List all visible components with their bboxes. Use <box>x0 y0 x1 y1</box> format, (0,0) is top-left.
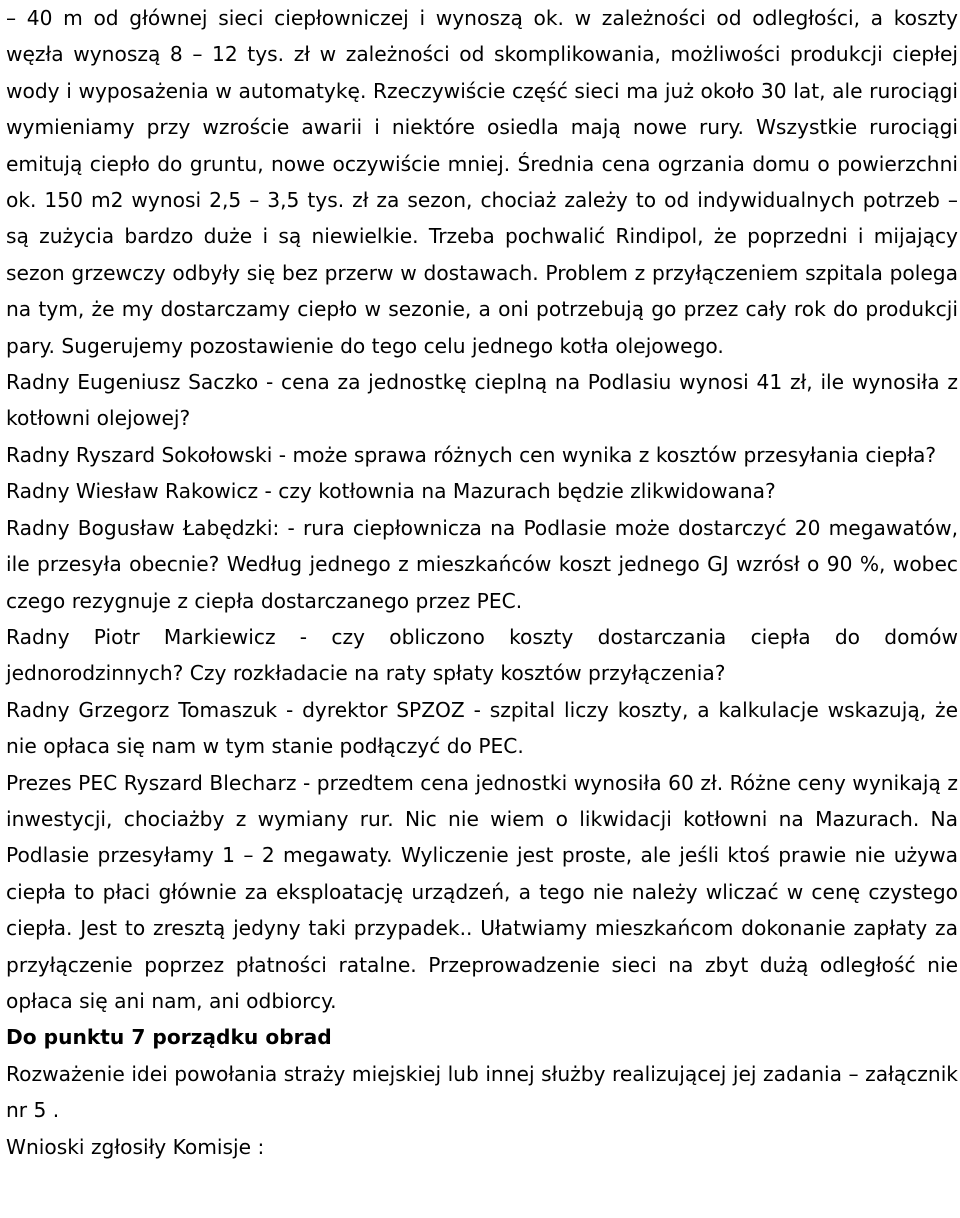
paragraph-rakowicz-question: Radny Wiesław Rakowicz - czy kotłownia na Mazurach będzie zlikwidowana? <box>6 479 776 504</box>
paragraph-sokolowski-question: Radny Ryszard Sokołowski - może sprawa różnych cen wynika z kosztów przesyłania ciepła? <box>6 442 937 467</box>
paragraph-pec-explanation: – 40 m od głównej sieci ciepłowniczej i wynoszą ok. w zależności od odległości, a koszty węzła wynoszą 8 – 12 tys. zł w zależności od skomplikowania, możliwości produkcji ciepłej wody i wyposażenia w automatykę. Rzeczywiście część sieci ma już około 30 lat, ale rurociągi wymieniamy przy wzroście awarii i niektóre osiedla mają nowe rury. Wszystkie rurociągi emitują ciepło do gruntu, nowe oczywiście mniej. Średnia cena ogrzania domu o powierzchni ok. 150 m2 wynosi 2,5 – 3,5 tys. zł za sezon, chociaż zależy to od indywidualnych potrzeb – są zużycia bardzo duże i są niewielkie. Trzeba pochwalić Rindipol, że poprzedni i mijający sezon grzewczy odbyły się bez przerw w dostawach. Problem z przyłączeniem szpitala polega na tym, że my dostarczamy ciepło w sezonie, a oni potrzebują go przez cały rok do produkcji pary. Sugerujemy pozostawienie do tego celu jednego kotła olejowego. <box>6 6 958 358</box>
document-page <box>6 0 958 1165</box>
paragraph-blecharz-answer: Prezes PEC Ryszard Blecharz - przedtem cena jednostki wynosiła 60 zł. Różne ceny wynikają z inwestycji, chociażby z wymiany rur. Nic nie wiem o likwidacji kotłowni na Mazurach. Na Podlasie przesyłamy 1 – 2 megawaty. Wyliczenie jest proste, ale jeśli ktoś prawie nie używa ciepła to płaci głównie za eksploatację urządzeń, a tego nie należy wliczać w cenę czystego ciepła. Jest to zresztą jedyny taki przypadek.. Ułatwiamy mieszkańcom dokonanie zapłaty za przyłączenie poprzez płatności ratalne. Przeprowadzenie sieci na zbyt dużą odległość nie opłaca się ani nam, ani odbiorcy. <box>6 770 958 1013</box>
paragraph-saczko-question: Radny Eugeniusz Saczko - cena za jednostkę cieplną na Podlasiu wynosi 41 zł, ile wynosiła z kotłowni olejowej? <box>6 370 958 431</box>
paragraph-markiewicz-question: Radny Piotr Markiewicz - czy obliczono koszty dostarczania ciepła do domów jednorodzinnych? Czy rozkładacie na raty spłaty kosztów przyłączenia? <box>6 624 958 686</box>
closing-line: Wnioski zgłosiły Komisje : <box>6 1134 265 1159</box>
section-paragraph: Rozważenie idei powołania straży miejskiej lub innej służby realizującej jej zadania – załącznik nr 5 . <box>6 1061 958 1123</box>
section-heading: Do punktu 7 porządku obrad <box>6 1025 332 1050</box>
paragraph-tomaszuk-statement: Radny Grzegorz Tomaszuk - dyrektor SPZOZ - szpital liczy koszty, a kalkulacje wskazują, że nie opłaca się nam w tym stanie podłączyć do PEC. <box>6 697 958 759</box>
paragraph-labedzki-question: Radny Bogusław Łabędzki: - rura ciepłownicza na Podlasie może dostarczyć 20 megawatów, ile przesyła obecnie? Według jednego z mieszkańców koszt jednego GJ wzrósł o 90 %, wobec czego rezygnuje z ciepła dostarczanego przez PEC. <box>6 515 958 613</box>
